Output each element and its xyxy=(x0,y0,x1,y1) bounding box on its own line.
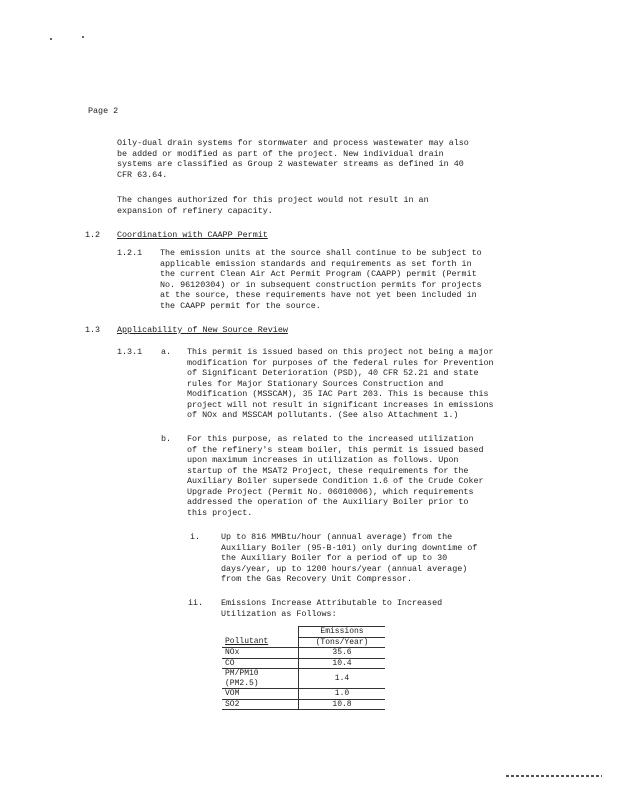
text-line: startup of the MSAT2 Project, these requirements for the xyxy=(187,465,469,476)
text-line: this project. xyxy=(187,507,253,518)
item-marker: ii. xyxy=(188,598,204,608)
value-cell: 1.4 xyxy=(299,669,386,689)
text-line: of the refinery's steam boiler, this permit is issued based xyxy=(187,444,484,455)
text-line: of NOx and MSSCAM pollutants. (See also Attachment 1.) xyxy=(187,410,459,420)
text-line: from the Gas Recovery Unit Compressor. xyxy=(221,574,412,584)
text-line: Auxiliary Boiler supersede Condition 1.6 of the Crude Coker xyxy=(187,476,484,486)
item-marker: i. xyxy=(190,532,201,542)
text-line: This permit is issued based on this project not being a major xyxy=(187,347,494,357)
text-line: the current Clean Air Act Permit Program (CAAPP) permit (Permit xyxy=(160,269,477,279)
text-line: CFR 63.64. xyxy=(117,169,168,180)
text-line: modification for purposes of the federal rules for Prevention xyxy=(187,357,494,368)
item-marker: a. xyxy=(161,347,172,357)
pollutant-cell: CO xyxy=(222,658,299,669)
pollutant-cell: NOx xyxy=(222,648,299,659)
text-line: Utilization as Follows: xyxy=(221,608,337,619)
item-ii-text xyxy=(221,598,442,619)
item-i-text xyxy=(221,532,477,585)
table-row xyxy=(222,658,385,669)
text-line: Emissions Increase Attributable to Increased xyxy=(221,598,443,608)
table-row xyxy=(222,669,385,689)
item-b-text xyxy=(187,434,484,518)
text-line: at the source, these requirements have not yet been included in xyxy=(160,290,477,300)
table-header-emissions: Emissions xyxy=(299,627,386,638)
text-line: No. 96120304) or in subsequent construction permits for projects xyxy=(160,279,482,290)
text-line: systems are classified as Group 2 wastewater streams as defined in 40 xyxy=(117,159,464,169)
text-line: the CAAPP permit for the source. xyxy=(160,300,321,311)
text-line: Oily-dual drain systems for stormwater and process wastewater may also xyxy=(117,138,469,148)
table-header-cell xyxy=(222,627,299,638)
subsection-number: 1.3.1 xyxy=(117,347,143,357)
text-line: of Significant Deterioration (PSD), 40 CFR 52.21 and state xyxy=(187,368,479,378)
text-line: project will not result in significant increases in emissions xyxy=(187,399,494,410)
table-header-pollutant: Pollutant xyxy=(222,637,299,648)
table-header-units: (Tons/Year) xyxy=(299,637,386,648)
section-number: 1.2 xyxy=(85,230,101,240)
table-header-row xyxy=(222,627,385,638)
value-cell: 35.6 xyxy=(299,648,386,659)
item-a-text xyxy=(187,347,494,421)
text-line: The changes authorized for this project would not result in an xyxy=(117,195,429,205)
table-header-row xyxy=(222,637,385,648)
pollutant-cell: PM/PM10 (PM2.5) xyxy=(222,669,299,689)
intro-paragraph-2 xyxy=(117,195,429,216)
item-marker: b. xyxy=(161,434,172,444)
text-line: Up to 816 MMBtu/hour (annual average) from the xyxy=(221,532,453,542)
scan-speck xyxy=(82,36,84,38)
scan-speck xyxy=(50,38,52,40)
text-line: upon maximum increases in utilization as follows. Upon xyxy=(187,455,459,465)
value-cell: 10.8 xyxy=(299,699,386,710)
text-line: Modification (MSSCAM), 35 IAC Part 203. This is because this xyxy=(187,389,489,399)
text-line: expansion of refinery capacity. xyxy=(117,205,273,216)
value-cell: 1.0 xyxy=(299,689,386,700)
text-line: rules for Major Stationary Sources Construction and xyxy=(187,378,444,389)
section-title: Coordination with CAAPP Permit xyxy=(117,230,268,240)
intro-paragraph-1 xyxy=(117,138,469,180)
text-line: Upgrade Project (Permit No. 06010006), which requirements xyxy=(187,486,474,497)
text-line: applicable emission standards and requirements as set forth in xyxy=(160,258,472,269)
subsection-number: 1.2.1 xyxy=(117,248,143,258)
pollutant-cell: VOM xyxy=(222,689,299,700)
text-line: Auxiliary Boiler (95-B-101) only during downtime of xyxy=(221,542,478,553)
text-line: addressed the operation of the Auxiliary Boiler prior to xyxy=(187,497,469,507)
section-title: Applicability of New Source Review xyxy=(117,325,288,335)
table-row xyxy=(222,689,385,700)
text-line: be added or modified as part of the project. New individual drain xyxy=(117,148,444,159)
table-row xyxy=(222,648,385,659)
page-label: Page 2 xyxy=(88,106,119,116)
emissions-table xyxy=(222,626,385,710)
text-line: days/year, up to 1200 hours/year (annual average) xyxy=(221,563,468,574)
table-row xyxy=(222,699,385,710)
text-line: The emission units at the source shall continue to be subject to xyxy=(160,248,482,258)
pollutant-cell: SO2 xyxy=(222,699,299,710)
subsection-1-2-1-text xyxy=(160,248,482,311)
text-line: the Auxiliary Boiler for a period of up to 30 xyxy=(221,553,448,563)
bottom-scan-mark xyxy=(506,775,602,777)
value-cell: 10.4 xyxy=(299,658,386,669)
text-line: For this purpose, as related to the increased utilization xyxy=(187,434,474,444)
section-number: 1.3 xyxy=(85,325,101,335)
